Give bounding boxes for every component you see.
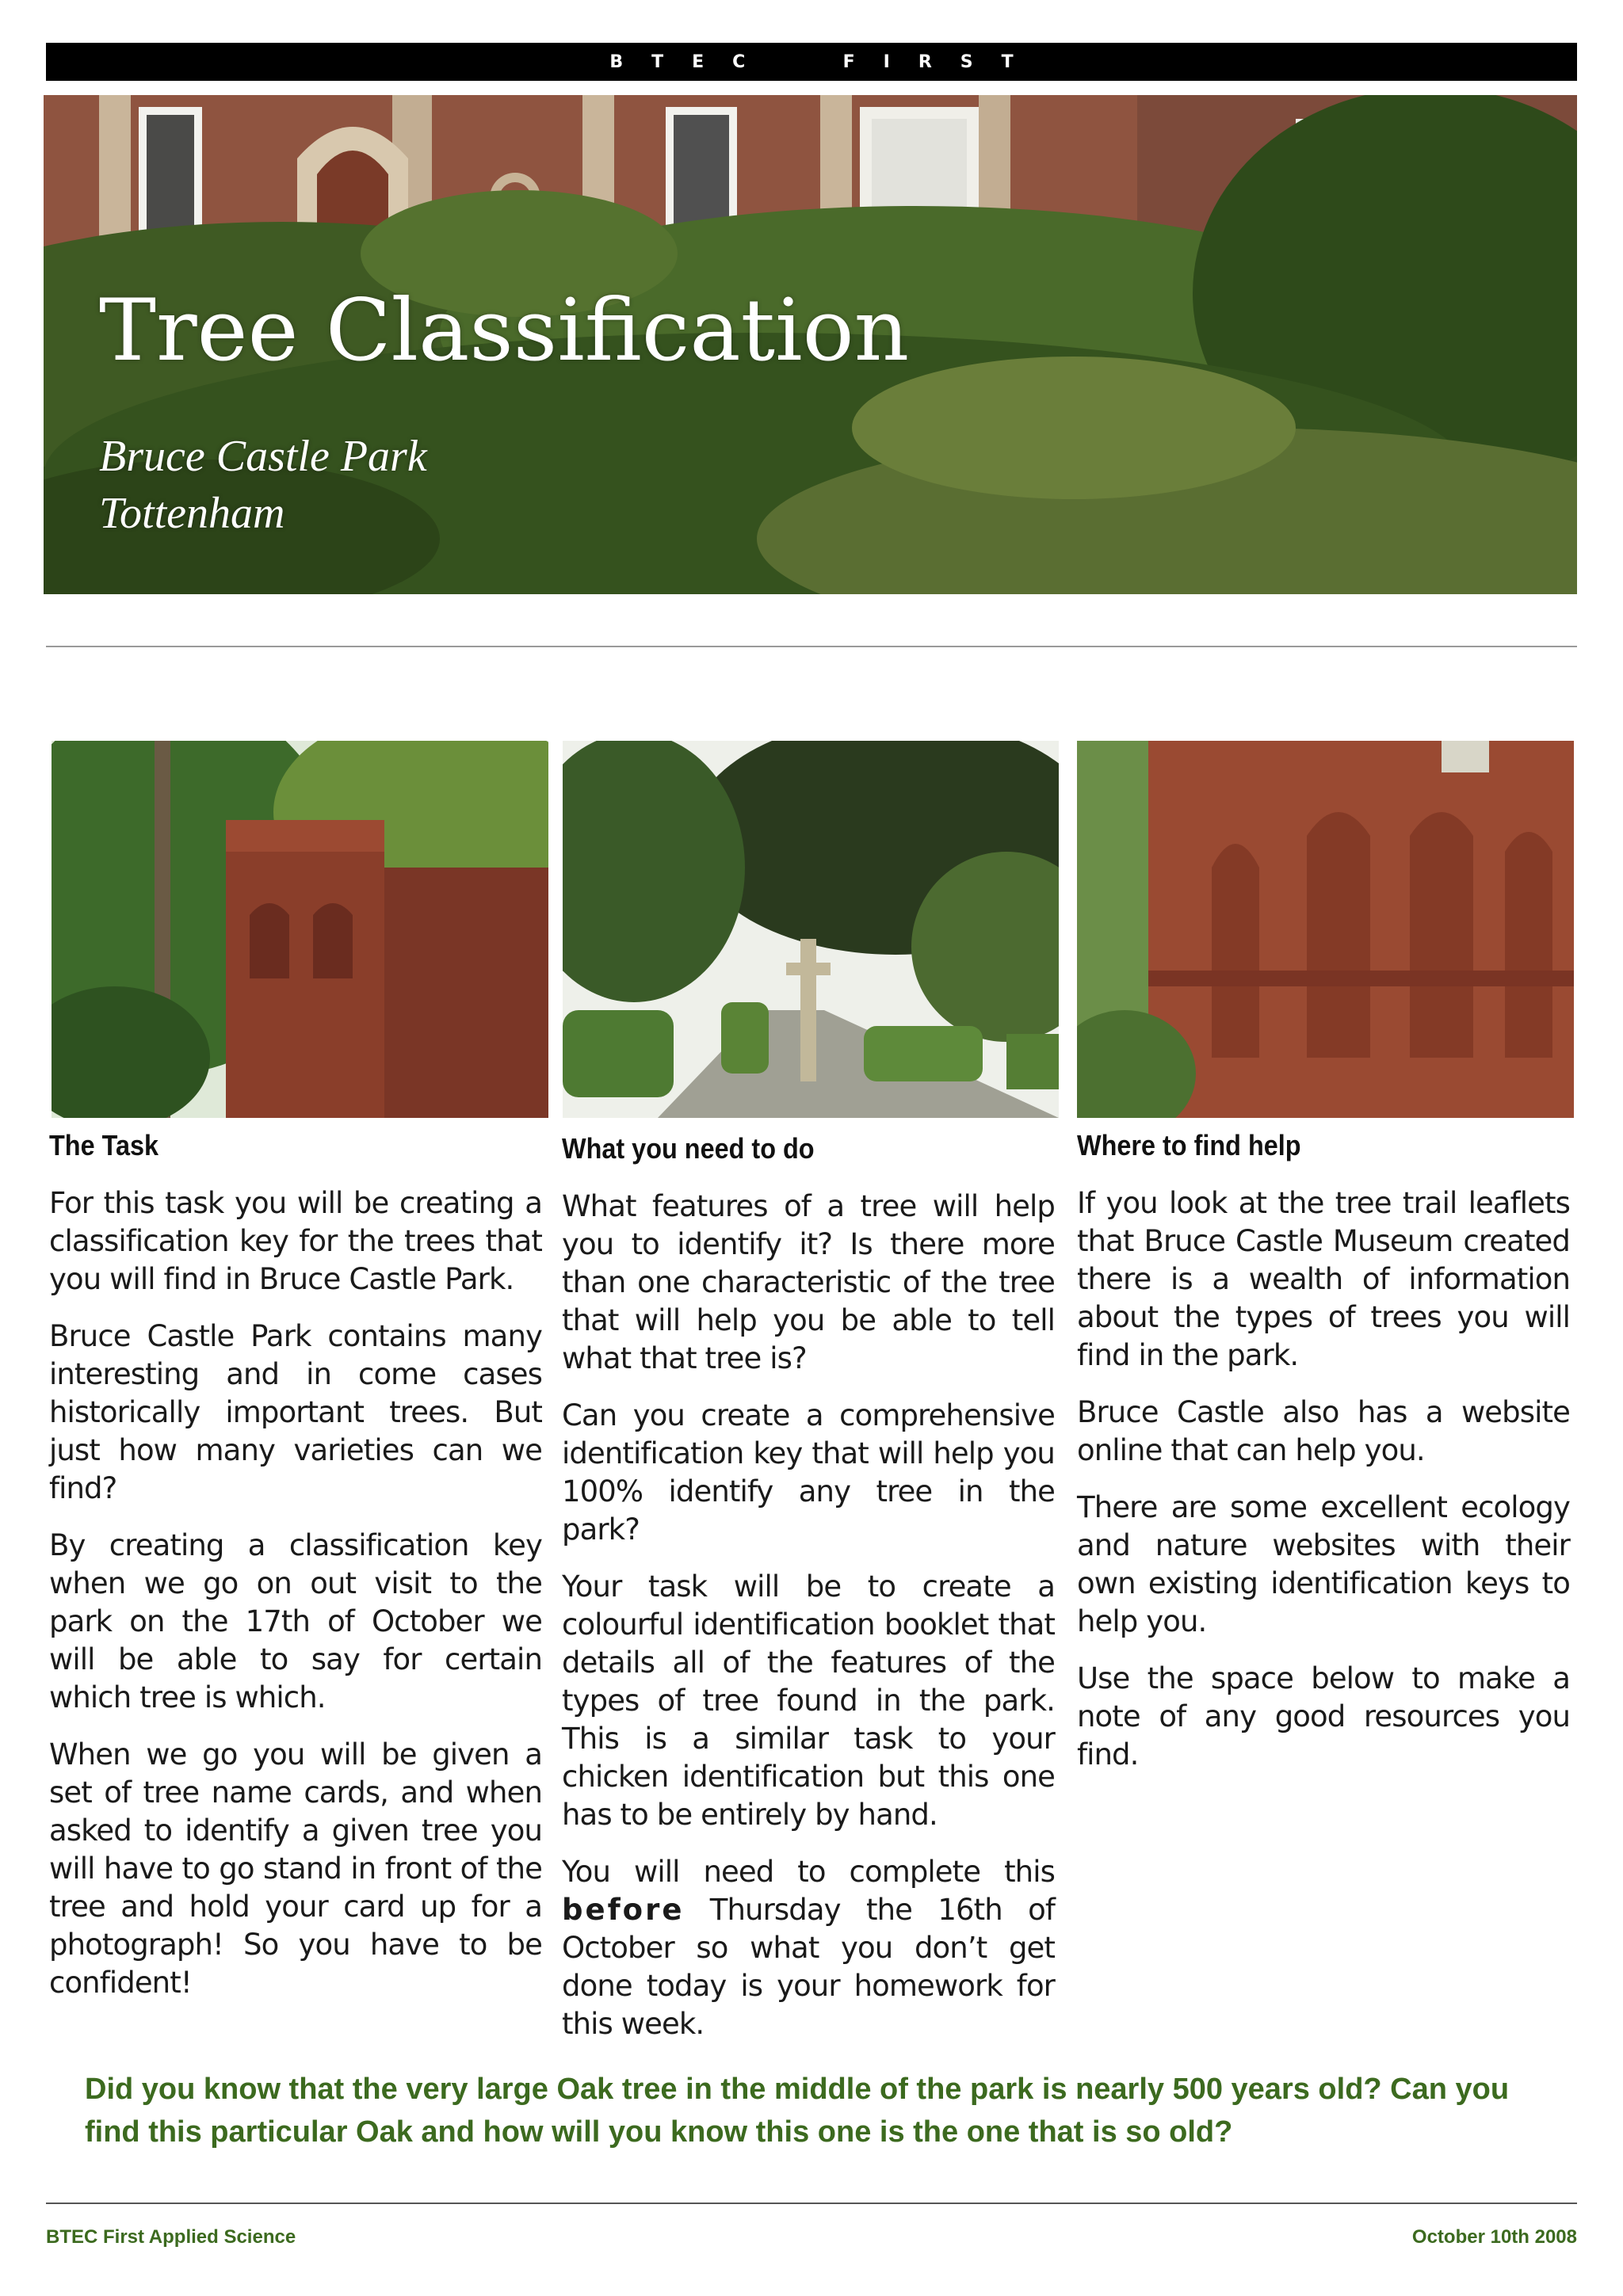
heading-the-task: The Task	[49, 1129, 159, 1161]
help-paragraph-2: Bruce Castle also has a website online that can help you.	[1077, 1395, 1570, 1467]
deadline-emphasis: before	[562, 1893, 685, 1927]
deadline-text-post: Thursday the 16th of October so what you don’t get done today is your homework for this week.	[562, 1893, 1055, 2041]
top-banner	[46, 43, 1577, 81]
help-paragraph-1: If you look at the tree trail leaflets that Bruce Castle Museum created there is a wealth of information about the types of trees you will find in the park.	[1077, 1186, 1570, 1372]
location-town: Tottenham	[99, 489, 285, 538]
did-you-know-callout: Did you know that the very large Oak tree in the middle of the park is nearly 500 years old? Can you find this particular Oak and how will you know this one is the one that is so old?	[85, 2073, 1510, 2149]
column-the-task	[49, 1129, 542, 2021]
hero-subtitle	[99, 428, 427, 542]
photo-brick-tower	[1077, 741, 1574, 1118]
help-paragraph-4: Use the space below to make a note of any good resources you find.	[1077, 1661, 1570, 1772]
heading-what-you-need-to-do: What you need to do	[562, 1132, 815, 1165]
footer-divider	[46, 2203, 1577, 2204]
location-park: Bruce Castle Park	[99, 432, 427, 481]
column-where-to-find-help	[1077, 1129, 1570, 1793]
column-what-you-need-to-do	[562, 1132, 1055, 2062]
photo-castle-tower-trees	[52, 741, 548, 1118]
help-paragraph-3: There are some excellent ecology and nature websites with their own existing identification keys to help you.	[1077, 1490, 1570, 1638]
page-title: Tree Classification	[99, 281, 910, 380]
task-paragraph-2: Bruce Castle Park contains many interesting and in come cases historically important trees. But just how many varieties can we find?	[49, 1319, 542, 1505]
footer-course: BTEC First Applied Science	[46, 2226, 296, 2248]
heading-where-to-find-help: Where to find help	[1077, 1129, 1301, 1161]
need-paragraph-2: Can you create a comprehensive identification key that will help you 100% identify any tree in the park?	[562, 1398, 1055, 1547]
section-divider	[46, 646, 1577, 647]
task-paragraph-4: When we go you will be given a set of tree name cards, and when asked to identify a given tree you will have to go stand in front of the tree and hold your card up for a photograph! So you have to be confident!	[49, 1737, 542, 2000]
need-paragraph-1: What features of a tree will help you to identify it? Is there more than one characteristic of the tree that will help you be able to tell what that tree is?	[562, 1189, 1055, 1375]
photo-park-path-hedges	[563, 741, 1059, 1118]
footer-date: October 10th 2008	[1411, 2226, 1577, 2248]
hero-image	[44, 95, 1577, 594]
need-paragraph-4	[562, 1853, 1055, 2043]
banner-text: BTEC FIRST	[609, 51, 1042, 72]
task-paragraph-1: For this task you will be creating a classification key for the trees that you will find in Bruce Castle Park.	[49, 1186, 542, 1296]
deadline-text-pre: You will need to complete this	[562, 1855, 1055, 1889]
task-paragraph-3: By creating a classification key when we go on out visit to the park on the 17th of October we will be able to say for certain which tree is which.	[49, 1528, 542, 1714]
need-paragraph-3: Your task will be to create a colourful identification booklet that details all of the features of the types of tree found in the park. This is a similar task to your chicken identification but this one has to be entirely by hand.	[562, 1569, 1055, 1832]
